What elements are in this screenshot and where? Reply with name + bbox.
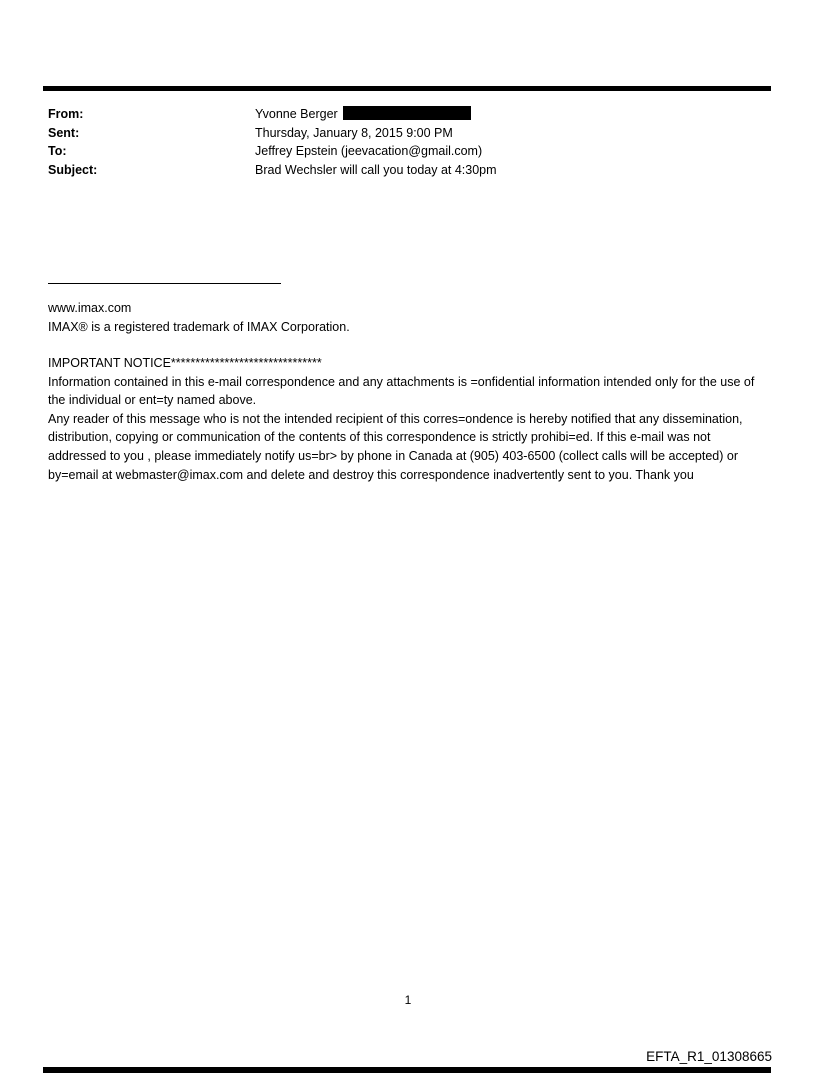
from-value xyxy=(255,105,471,124)
subject-value: Brad Wechsler will call you today at 4:30pm xyxy=(255,162,497,177)
to-label: To: xyxy=(48,144,67,159)
from-label: From: xyxy=(48,107,84,121)
redaction-box xyxy=(343,106,471,120)
sent-label: Sent: xyxy=(48,125,80,140)
website-text: www.imax.com xyxy=(48,301,132,315)
page-number: 1 xyxy=(404,993,412,1007)
notice-paragraph-2: Any reader of this message who is not the intended recipient of this corres=ondence is hereby notified that any dissemination, distribution, copying or communication of the contents of this correspondence is strictly prohibi=ed. If this e-mail was not addressed to you , please immediately notify us=br> by phone in Canada at (905) 403-6500 (collect calls will be accepted) or by=email at webmaster@imax.com and delete and destroy this correspondence inadvertently sent to you. Thank you xyxy=(48,411,743,482)
trademark-text: IMAX® is a registered trademark of IMAX Corporation. xyxy=(48,319,350,334)
header-row-sent xyxy=(48,124,497,143)
header-top-divider xyxy=(43,86,771,91)
notice-title: IMPORTANT NOTICE******************************* xyxy=(48,356,322,370)
signature-block xyxy=(48,299,350,336)
header-row-from xyxy=(48,105,497,124)
header-row-to xyxy=(48,142,497,161)
legal-notice-block xyxy=(48,354,764,484)
notice-paragraph-1: Information contained in this e-mail correspondence and any attachments is =onfidential information intended only for the use of the individual or ent=ty named above. xyxy=(48,374,755,408)
email-header-block xyxy=(48,105,497,179)
signature-divider xyxy=(48,283,281,284)
bates-number: EFTA_R1_01308665 xyxy=(646,1049,772,1064)
header-row-subject xyxy=(48,161,497,180)
subject-label: Subject: xyxy=(48,162,98,177)
to-value: Jeffrey Epstein (jeevacation@gmail.com) xyxy=(255,144,483,159)
sent-value: Thursday, January 8, 2015 9:00 PM xyxy=(255,125,453,140)
footer-divider xyxy=(43,1067,771,1073)
sender-name: Yvonne Berger xyxy=(255,107,338,121)
